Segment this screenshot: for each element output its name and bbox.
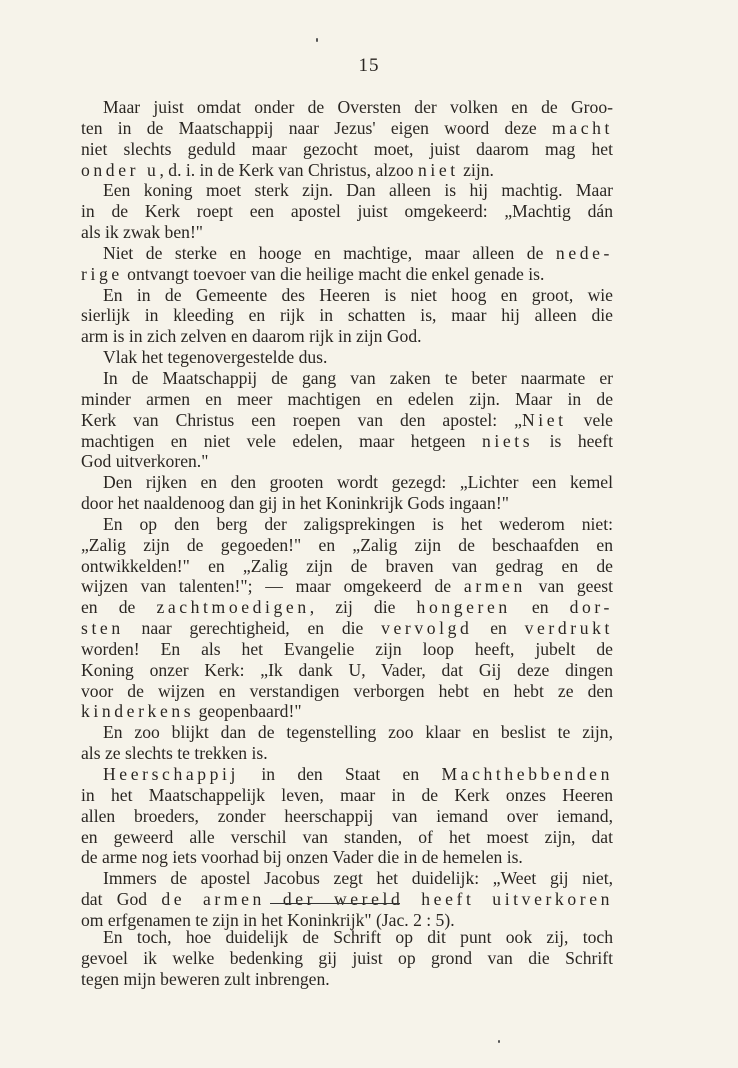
text-run: , d. i. in de Kerk van Christus, alzoo xyxy=(159,159,418,180)
text-line xyxy=(81,285,613,306)
text-run: En in de Gemeente des Heeren is niet hoog en groot, wie xyxy=(103,284,613,305)
text-run: En toch, hoe duidelijk de Schrift op dit punt ook zij, toch xyxy=(103,927,613,947)
text-line xyxy=(81,535,613,556)
text-run: Koning onzer Kerk: „Ik dank U, Vader, dat Gij deze dingen xyxy=(81,659,613,680)
text-run: minder armen en meer machtigen en edelen zijn. Maar in de xyxy=(81,388,613,409)
text-line xyxy=(81,827,613,848)
text-run: als ik zwak ben!" xyxy=(81,222,203,243)
text-run: tegen mijn beweren zult inbrengen. xyxy=(81,968,330,989)
text-run: arm is in zich zelven en daarom rijk in zijn God. xyxy=(81,326,422,347)
spaced-emphasis: hongeren xyxy=(416,597,511,618)
text-run: Niet de sterke en hooge en machtige, maar alleen de xyxy=(103,242,556,263)
spaced-emphasis: Niet xyxy=(521,409,567,430)
text-line xyxy=(81,493,613,514)
text-line xyxy=(81,472,613,493)
text-line xyxy=(81,222,613,243)
text-run: allen broeders, zonder heerschappij van iemand over iemand, xyxy=(81,805,613,826)
text-line xyxy=(81,743,613,764)
text-run: Vlak het tegenovergestelde dus. xyxy=(103,347,328,368)
closing-paragraph xyxy=(81,927,613,990)
text-line xyxy=(81,847,613,868)
text-line xyxy=(81,969,613,990)
text-line xyxy=(81,180,613,201)
paragraph xyxy=(81,347,613,368)
text-line xyxy=(81,139,613,160)
spaced-emphasis: Heerschappij xyxy=(103,764,240,784)
ink-speck xyxy=(316,38,318,42)
text-line xyxy=(81,785,613,806)
spaced-emphasis: verdrukt xyxy=(524,618,613,639)
spaced-emphasis: onder u xyxy=(81,159,160,180)
text-run: gevoel ik welke bedenking gij juist op grond van die Schrift xyxy=(81,947,613,968)
spaced-emphasis: kinderkens xyxy=(81,701,195,722)
text-run: Immers de apostel Jacobus zegt het duidelijk: „Weet gij niet, xyxy=(103,868,613,889)
text-run: voor de wijzen en verstandigen verborgen hebt en hebt ze den xyxy=(81,680,613,701)
text-run: vele xyxy=(566,409,613,430)
text-line xyxy=(81,764,613,785)
body-text xyxy=(81,97,613,931)
spaced-emphasis: dor- xyxy=(569,597,613,618)
text-line xyxy=(81,347,613,368)
text-run: ontwikkelden!" en „Zalig zijn de braven van gedrag en de xyxy=(81,555,613,576)
spaced-emphasis: Machthebbenden xyxy=(441,764,613,784)
text-run: dat God xyxy=(81,889,162,910)
text-run: en xyxy=(472,618,525,639)
text-line xyxy=(81,160,613,181)
text-run: , zij die xyxy=(309,597,417,618)
text-line xyxy=(81,389,613,410)
text-run: wijzen van talenten!"; — maar omgekeerd de xyxy=(81,576,464,597)
text-run: niet slechts geduld maar gezocht moet, juist daarom mag het xyxy=(81,138,613,159)
text-run: geopenbaard!" xyxy=(194,701,302,722)
text-line xyxy=(81,948,613,969)
text-line xyxy=(81,431,613,452)
text-run: machtigen en niet vele edelen, maar hetgeen xyxy=(81,430,482,451)
paragraph xyxy=(81,97,613,180)
text-line xyxy=(81,597,613,618)
text-line xyxy=(81,806,613,827)
spaced-emphasis: de armen der wereld heeft uitverkoren xyxy=(161,889,613,910)
text-run: in het Maatschappelijk leven, maar in de Kerk onzes Heeren xyxy=(81,784,613,805)
text-line xyxy=(81,701,613,722)
text-line xyxy=(81,305,613,326)
text-run: als ze slechts te trekken is. xyxy=(81,743,268,764)
text-run: En zoo blijkt dan de tegenstelling zoo klaar en beslist te zijn, xyxy=(103,722,613,743)
text-run: ontvangt toevoer van die heilige macht die enkel genade is. xyxy=(122,263,545,284)
text-line xyxy=(81,201,613,222)
spaced-emphasis: niets xyxy=(481,430,534,451)
text-run: en xyxy=(510,597,570,618)
text-line xyxy=(81,576,613,597)
text-line xyxy=(81,243,613,264)
text-run: zijn. xyxy=(458,159,494,180)
section-divider xyxy=(270,903,400,904)
spaced-emphasis: niet xyxy=(417,159,459,180)
page-number: 15 xyxy=(358,55,380,76)
text-run: En op den berg der zaligsprekingen is het wederom niet: xyxy=(103,513,613,534)
text-line xyxy=(81,927,613,948)
text-run: God uitverkoren." xyxy=(81,451,209,472)
text-run: de arme nog iets voorhad bij onzen Vader die in de hemelen is. xyxy=(81,847,523,868)
paragraph xyxy=(81,285,613,348)
paragraph xyxy=(81,868,613,931)
text-line xyxy=(81,889,613,910)
text-line xyxy=(81,97,613,118)
text-line xyxy=(81,722,613,743)
text-run: is heeft xyxy=(533,430,613,451)
text-run: Den rijken en den grooten wordt gezegd: „Lichter een kemel xyxy=(103,472,613,493)
text-run: worden! En als het Evangelie zijn loop heeft, jubelt de xyxy=(81,638,613,659)
text-run: In de Maatschappij de gang van zaken te beter naarmate er xyxy=(103,367,613,388)
text-run: door het naaldenoog dan gij in het Koninkrijk Gods ingaan!" xyxy=(81,493,509,514)
text-run: Een koning moet sterk zijn. Dan alleen is hij machtig. Maar xyxy=(103,180,613,201)
spaced-emphasis: vervolgd xyxy=(381,618,473,639)
ink-speck xyxy=(498,1040,500,1043)
paragraph xyxy=(81,368,613,472)
text-run: Kerk van Christus een roepen van den apostel: „ xyxy=(81,409,522,430)
paragraph xyxy=(81,764,613,868)
text-line xyxy=(81,868,613,889)
text-run: in de Kerk roept een apostel juist omgekeerd: „Machtig dán xyxy=(81,201,613,222)
text-run: om erfgenamen te zijn in het Koninkrijk" (Jac. 2 : 5). xyxy=(81,909,455,930)
spaced-emphasis: zachtmoedigen xyxy=(156,597,310,618)
text-line xyxy=(81,618,613,639)
text-line xyxy=(81,451,613,472)
text-line xyxy=(81,514,613,535)
text-line xyxy=(81,118,613,139)
spaced-emphasis: rige xyxy=(81,263,123,284)
text-run: ten in de Maatschappij naar Jezus' eigen woord deze xyxy=(81,117,552,138)
spaced-emphasis: macht xyxy=(552,117,613,138)
spaced-emphasis: armen xyxy=(463,576,526,597)
text-run: sierlijk in kleeding en rijk in schatten is, maar hij alleen die xyxy=(81,305,613,326)
text-line xyxy=(81,410,613,431)
text-line xyxy=(81,264,613,285)
text-line xyxy=(81,556,613,577)
text-line xyxy=(81,326,613,347)
text-line xyxy=(81,681,613,702)
text-run: in den Staat en xyxy=(239,764,442,784)
text-line xyxy=(81,368,613,389)
paragraph xyxy=(81,514,613,722)
text-run: naar gerechtigheid, en die xyxy=(123,618,382,639)
text-run: van geest xyxy=(525,576,613,597)
spaced-emphasis: nede- xyxy=(555,242,613,263)
spaced-emphasis: sten xyxy=(81,618,124,639)
text-line xyxy=(81,660,613,681)
paragraph xyxy=(81,243,613,285)
paragraph xyxy=(81,722,613,764)
text-line xyxy=(81,639,613,660)
text-run: en de xyxy=(81,597,157,618)
text-run: en geweerd alle verschil van standen, of het moest zijn, dat xyxy=(81,826,613,847)
paragraph xyxy=(81,472,613,514)
paragraph xyxy=(81,180,613,243)
text-run: „Zalig zijn de gegoeden!" en „Zalig zijn de beschaafden en xyxy=(81,534,613,555)
text-run: Maar juist omdat onder de Oversten der volken en de Groo- xyxy=(103,97,613,117)
